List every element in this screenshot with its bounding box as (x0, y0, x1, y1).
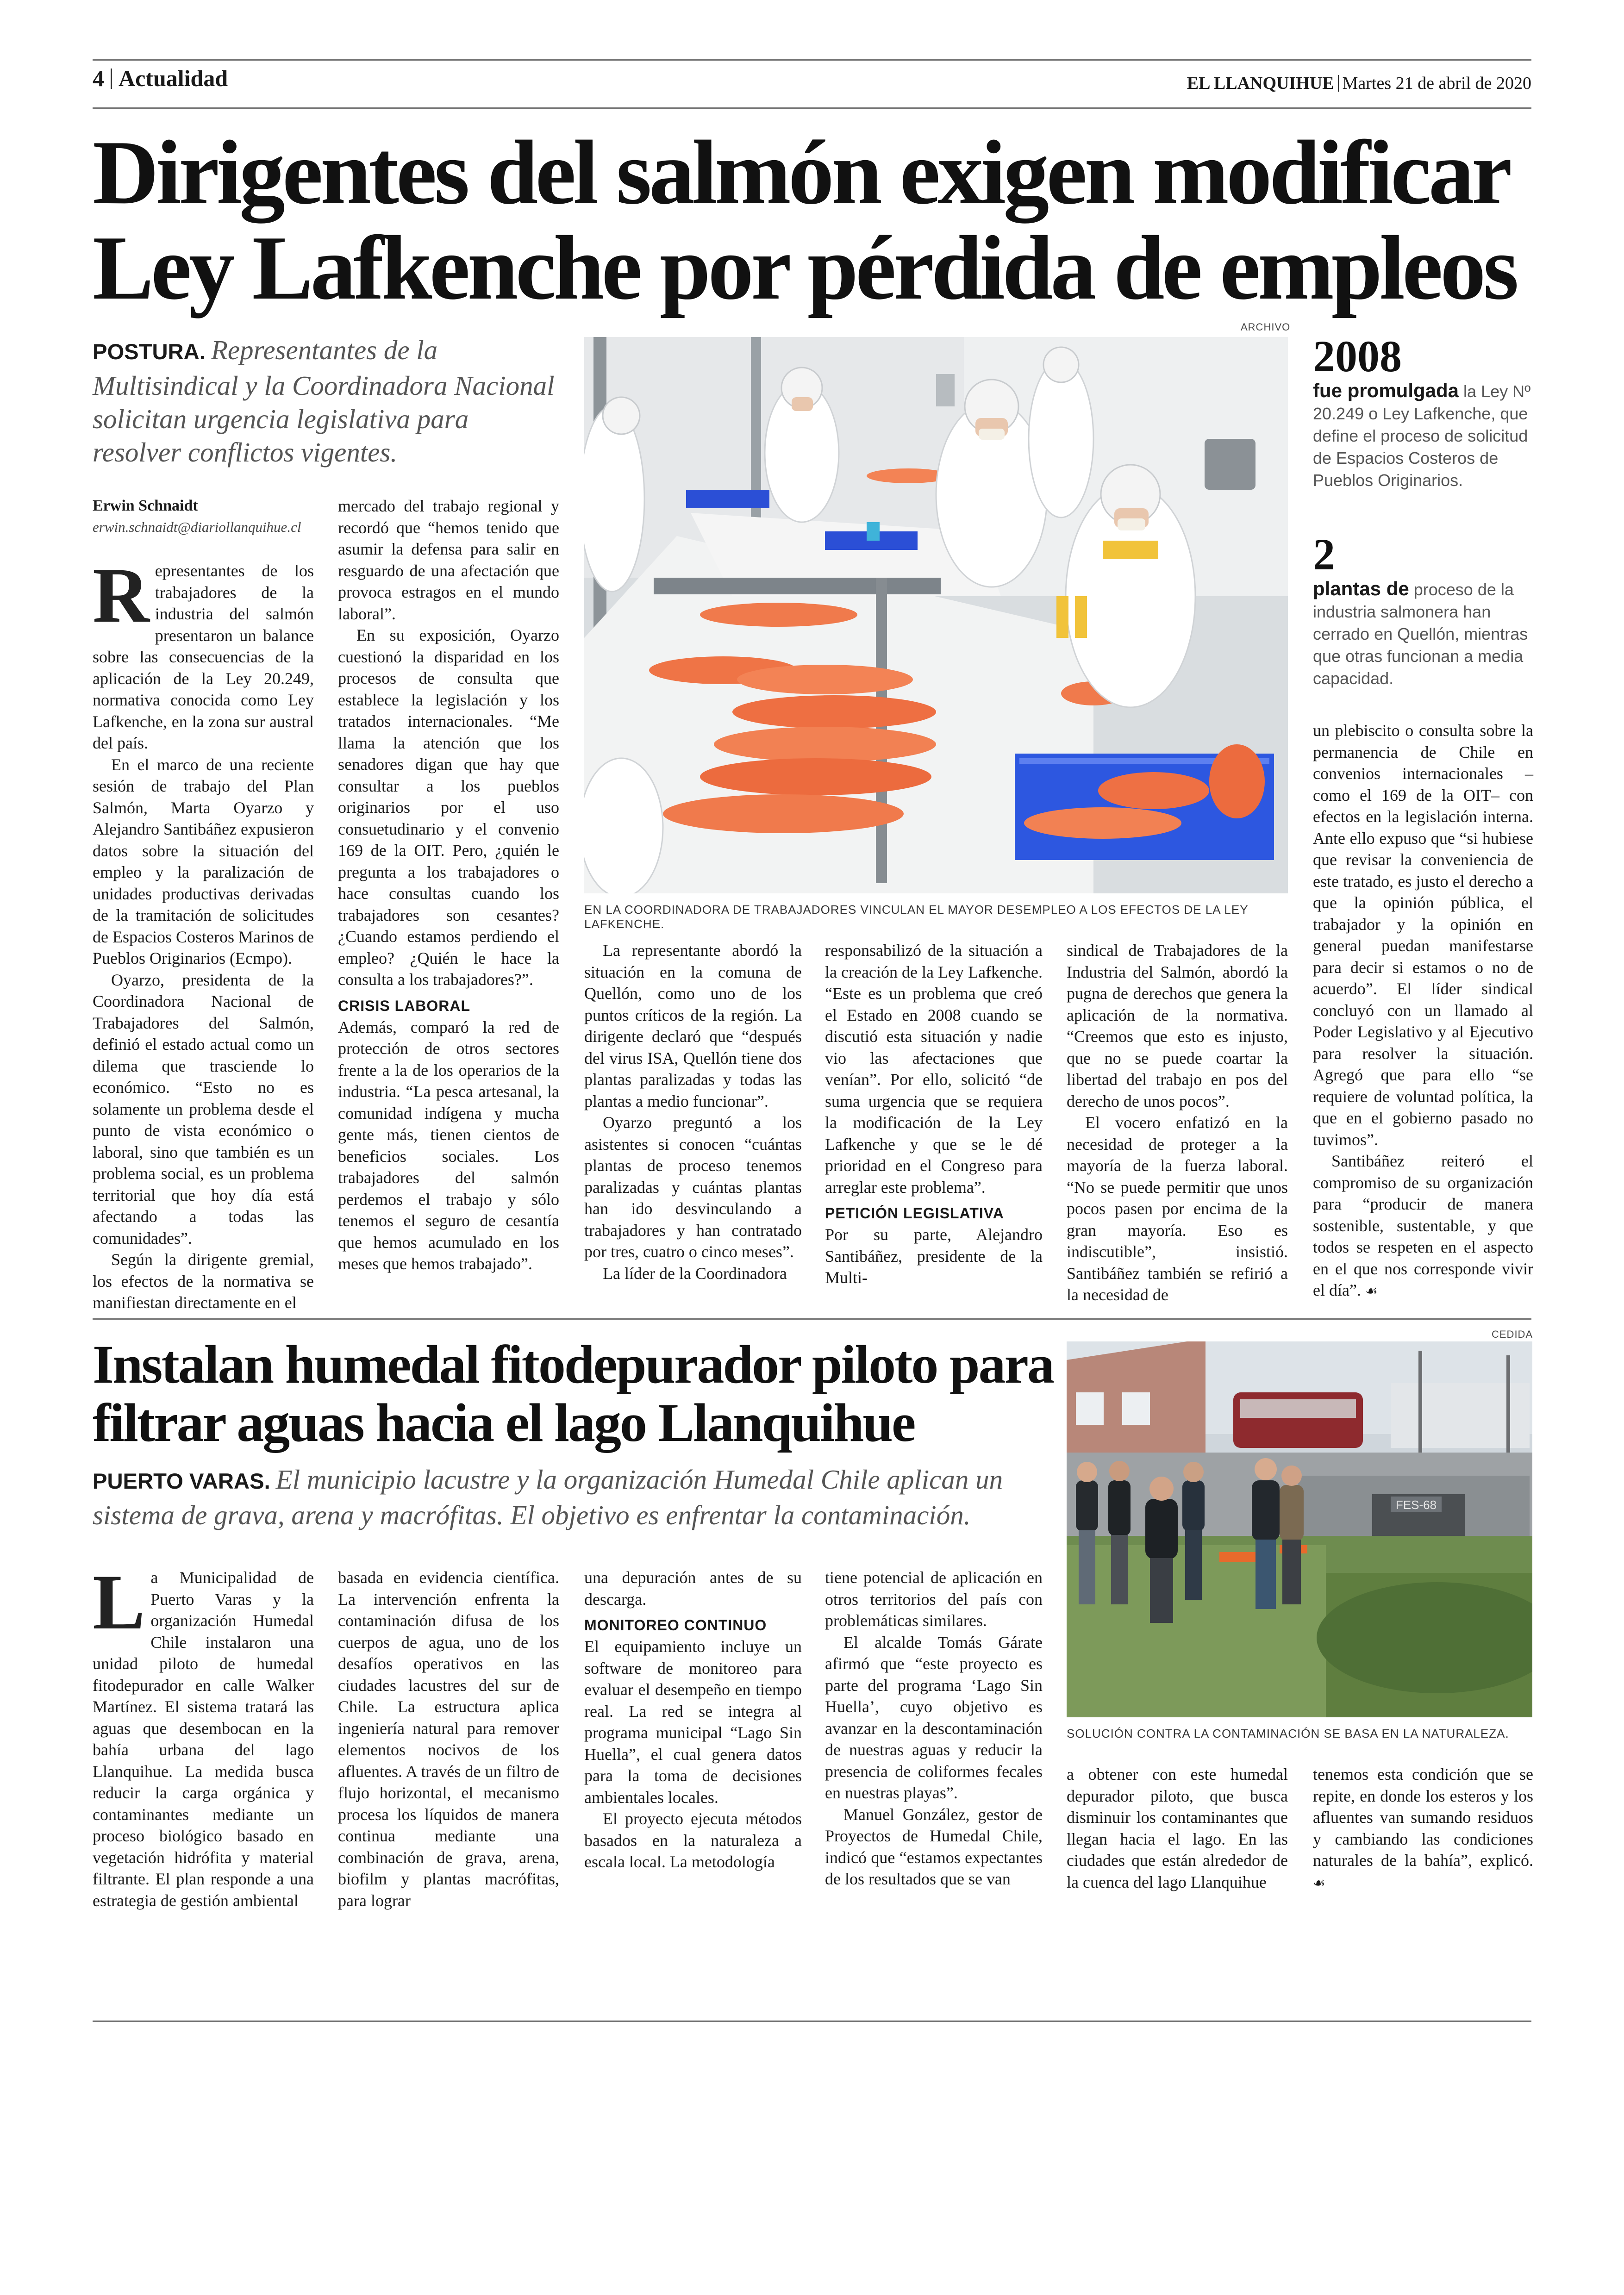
article1-photo-caption: EN LA COORDINADORA DE TRABAJADORES VINCULAN EL MAYOR DESEMPLEO A LOS EFECTOS DE LA LEY LAFKENCHE. (584, 903, 1249, 931)
subhead-peticion-legislativa: PETICIÓN LEGISLATIVA (825, 1205, 1004, 1222)
byline (93, 495, 315, 538)
paragraph (1313, 1764, 1533, 1894)
stat-box-2 (1313, 531, 1535, 690)
stat1-text: la Ley Nº 20.249 o Ley Lafkenche, que define el proceso de solicitud de Espacios Costeros de Pueblos Originarios. (1313, 382, 1531, 490)
paragraph: sindical de Trabajadores de la Industria del Salmón, abordó la pugna de derechos que genera la aplicación de la normativa. “Creemos que esto es injusto, que no se puede coartar la libertad del trabajo en pos del derecho de unos pocos”. (1067, 941, 1288, 1110)
article1-column-3 (584, 940, 802, 1284)
byline-email: erwin.schnaidt@diariollanquihue.cl (93, 519, 301, 535)
folio (93, 65, 228, 92)
paragraph: epresentantes de los trabajadores de la industria del salmón presentaron un balance sobre las consecuencias de la aplicación de la Ley 20.249, normativa conocida como Ley Lafkenche, en la zona sur austral del país. (93, 561, 314, 752)
masthead-info (1187, 73, 1531, 94)
article2-column-2 (338, 1567, 559, 1911)
paragraph: a Municipalidad de Puerto Varas y la organización Humedal Chile instalaron una unidad piloto de humedal fitodepurador en calle Walker Martínez. El sistema tratará las aguas que desembocan en la bahía urbana del lago Llanquihue. La medida busca reducir la carga orgánica y contaminantes mediante un proceso biológico basado en vegetación hidrófita y material filtrante. El plan responde a una estrategia de gestión ambiental (93, 1568, 314, 1910)
paragraph: Además, comparó la red de protección de otros sectores frente a la de los operarios de la industria. “La pesca artesanal, la comunidad indígena y mucha gente más, tienen cientos de beneficios sociales. Los trabajadores del salmón perdemos el trabajo y sólo tenemos el seguro de cesantía que hemos acumulado en los meses que hemos trabajado”. (338, 1017, 559, 1273)
paragraph: a obtener con este humedal depurador piloto, que busca disminuir los contaminantes que llegan hacia el lago. En las ciudades que están alrededor de la cuenca del lago Llanquihue (1067, 1765, 1288, 1891)
article2-kicker-label: PUERTO VARAS. (93, 1469, 270, 1494)
article1-kicker (93, 333, 556, 469)
stat1-number: 2008 (1313, 331, 1402, 381)
article1-dropcap: R (93, 552, 150, 639)
paragraph: basada en evidencia científica. La intervención enfrenta la contaminación difusa de los cuerpos de agua, uno de los desafíos operativos en las ciudades lacustres del sur de Chile. La estructura aplica ingeniería natural para remover elementos nocivos de los afluentes. A través de un filtro de flujo horizontal, el mecanismo procesa los líquidos de manera continua mediante una combinación de grava, arena, biofilm y plantas macrófitas, para lograr (338, 1568, 559, 1910)
article1-headline: Dirigentes del salmón exigen modificar Ley Lafkenche por pérdida de empleos (93, 122, 1516, 318)
salmon-plant-photo (584, 337, 1288, 893)
salmon-plant-illustration (584, 337, 1288, 893)
article1-column-1 (93, 552, 314, 1314)
end-mark-icon: ☙ (1365, 1283, 1378, 1299)
end-mark-icon: ☙ (1313, 1875, 1325, 1891)
masthead-divider (1338, 75, 1339, 92)
article-separator (93, 1318, 1531, 1320)
article2-kicker (93, 1463, 1056, 1532)
paragraph: La líder de la Coordinadora (603, 1264, 787, 1283)
stat2-number: 2 (1313, 530, 1335, 579)
paragraph: En el marco de una reciente sesión de trabajo del Plan Salmón, Marta Oyarzo y Alejandro Santibáñez expusieron datos sobre la situación del empleo y la paralización de unidades productivas derivadas de la tramitación de solicitudes de Espacios Costeros Marinos de Pueblos Originarios (Ecmpo). (93, 755, 314, 967)
paragraph: mercado del trabajo regional y recordó que “hemos tenido que asumir la defensa para salir en resguardo de una afectación que provoca estragos en el mundo laboral”. (338, 497, 559, 623)
article1-kicker-label: POSTURA. (93, 340, 206, 364)
paragraph: Manuel González, gestor de Proyectos de Humedal Chile, indicó que “estamos expectantes de los resultados que se van (825, 1805, 1043, 1888)
article2-column-5 (1067, 1764, 1288, 1893)
article2-column-6 (1313, 1764, 1533, 1894)
wetland-illustration (1067, 1341, 1532, 1717)
section-name: Actualidad (119, 65, 228, 91)
paragraph: Oyarzo preguntó a los asistentes si conocen “cuántas plantas de proceso tenemos paralizadas y cuántas plantas han ido desvinculando a trabajadores y han contratado por tres, cuatro o cinco meses”. (584, 1113, 802, 1261)
newspaper-name: EL LLANQUIHUE (1187, 74, 1334, 93)
article2-column-3 (584, 1567, 802, 1873)
paragraph (1313, 1150, 1533, 1303)
closing-text: tenemos esta condición que se repite, en donde los esteros y los afluentes van sumando residuos y cambiando las condiciones naturales de la bahía”, explicó. (1313, 1765, 1533, 1870)
article2-dropcap: L (93, 1559, 145, 1646)
subhead-monitoreo-continuo: MONITOREO CONTINUO (584, 1617, 767, 1634)
issue-date: Martes 21 de abril de 2020 (1342, 74, 1531, 93)
paragraph: tiene potencial de aplicación en otros territorios del país con problemáticas similares. (825, 1568, 1043, 1630)
paragraph: La representante abordó la situación en la comuna de Quellón, como uno de los puntos críticos de la región. La dirigente declaró que “después del virus ISA, Quellón tiene dos plantas paralizadas y todas las plantas a medio funcionar”. (584, 941, 802, 1110)
article2-kicker-text: El municipio lacustre y la organización Humedal Chile aplican un sistema de grava, arena y macrófitas. El objetivo es enfrentar la contaminación. (93, 1464, 1003, 1530)
article1-column-2 (338, 495, 559, 1275)
stat2-text: proceso de la industria salmonera han cerrado en Quellón, mientras que otras funcionan a media capacidad. (1313, 580, 1528, 688)
article2-column-1 (93, 1559, 314, 1911)
article1-column-5 (1067, 940, 1288, 1306)
article2-photo-credit: CEDIDA (1492, 1328, 1533, 1340)
article2-photo-caption: SOLUCIÓN CONTRA LA CONTAMINACIÓN SE BASA EN LA NATURALEZA. (1067, 1727, 1509, 1740)
stat1-bold: fue promulgada (1313, 380, 1459, 401)
article1-photo-credit: ARCHIVO (1241, 321, 1291, 333)
header-rule (93, 107, 1531, 109)
paragraph: El vocero enfatizó en la necesidad de proteger a la mayoría de la fuerza laboral. “No se puede permitir que unos pocos pasen por encima de la gran mayoría. Eso es indiscutible”, insistió. Santibáñez también se refirió a la necesidad de (1067, 1113, 1288, 1304)
stat2-description (1313, 578, 1535, 690)
paragraph: El equipamiento incluye un software de monitoreo para evaluar el desempeño en tiempo real. La red se integra al programa municipal “Lago Sin Huella”, el cual genera datos para la toma de decisiones ambientales locales. (584, 1637, 802, 1807)
article1-column-6 (1313, 720, 1533, 1303)
page-number: 4 (93, 65, 104, 91)
folio-divider (111, 69, 112, 89)
wall-sign-label: FES-68 (1395, 1498, 1437, 1512)
top-rule (93, 59, 1531, 61)
closing-text: Santibáñez reiteró el compromiso de su organización para “producir de manera sostenible, sustentable, y que todos se respeten en el aspecto en el que nos corresponde vivir el día”. (1313, 1152, 1533, 1299)
paragraph: En su exposición, Oyarzo cuestionó la disparidad en los procesos de consulta que establece la legislación y los tratados internacionales. “Me llama la atención que los senadores digan que hay que consultar a los pueblos originarios por el uso consuetudinario y el convenio 169 de la OIT. Pero, ¿quién le pregunta a los trabajadores o hace consultas cuando los trabajadores son cesantes? ¿Cuando estamos perdiendo el empleo? ¿Quién le hace la consulta a los trabajadores?”. (338, 626, 559, 989)
paragraph: Según la dirigente gremial, los efectos de la normativa se manifiestan directamente en el (93, 1250, 314, 1312)
subhead-crisis-laboral: CRISIS LABORAL (338, 997, 470, 1014)
paragraph: Oyarzo, presidenta de la Coordinadora Nacional de Trabajadores del Salmón, definió el estado actual como un dilema que trasciende lo económico. “Esto no es solamente un problema desde el punto de vista económico o laboral, sino que también es un problema social, es un problema territorial que hoy día está afectando a todas las comunidades”. (93, 970, 314, 1247)
bottom-rule (93, 2021, 1531, 2022)
article1-column-4 (825, 940, 1043, 1289)
paragraph: Por su parte, Alejandro Santibáñez, presidente de la Multi- (825, 1225, 1043, 1287)
paragraph: responsabilizó de la situación a la creación de la Ley Lafkenche. “Este es un problema que creó el Estado en 2008 cuando se discutió esta situación y nadie vio las afectaciones que venían”. Por ello, solicitó “de suma urgencia que se requiera la modificación de la Ley Lafkenche y que se le dé prioridad en el Congreso para arreglar este problema”. (825, 941, 1043, 1197)
wetland-photo (1067, 1341, 1532, 1717)
stat1-description (1313, 380, 1535, 492)
byline-name: Erwin Schnaidt (93, 497, 198, 514)
paragraph: El alcalde Tomás Gárate afirmó que “este proyecto es parte del programa ‘Lago Sin Huella’, cuyo objetivo es avanzar en la descontaminación de nuestras aguas y reducir la presencia de coliformes fecales en nuestras playas”. (825, 1633, 1043, 1802)
paragraph: una depuración antes de su descarga. (584, 1568, 802, 1609)
paragraph: El proyecto ejecuta métodos basados en la naturaleza a escala local. La metodología (584, 1809, 802, 1871)
stat-box-2008 (1313, 333, 1535, 492)
article2-column-4 (825, 1567, 1043, 1890)
article2-headline: Instalan humedal fitodepurador piloto para filtrar aguas hacia el lago Llanquihue (93, 1334, 1053, 1453)
article1-kicker-text: Representantes de la Multisindical y la Coordinadora Nacional solicitan urgencia legislativa para resolver conflictos vigentes. (93, 335, 555, 468)
paragraph: un plebiscito o consulta sobre la permanencia de Chile en convenios internacionales –como el 169 de la OIT– con efectos en la legislación interna. Ante ello expuso que “si hubiese que revisar la conveniencia de este tratado, es justo el derecho a que la opinión pública, el trabajador y la opinión en general puedan manifestarse para decir si estamos o no de acuerdo”. El líder sindical concluyó con un llamado al Poder Legislativo y al Ejecutivo para resolver la situación. Agregó que para ello “se requiere de voluntad política, la que en el gobierno pasado no tuvimos”. (1313, 721, 1533, 1149)
stat2-bold: plantas de (1313, 578, 1409, 599)
